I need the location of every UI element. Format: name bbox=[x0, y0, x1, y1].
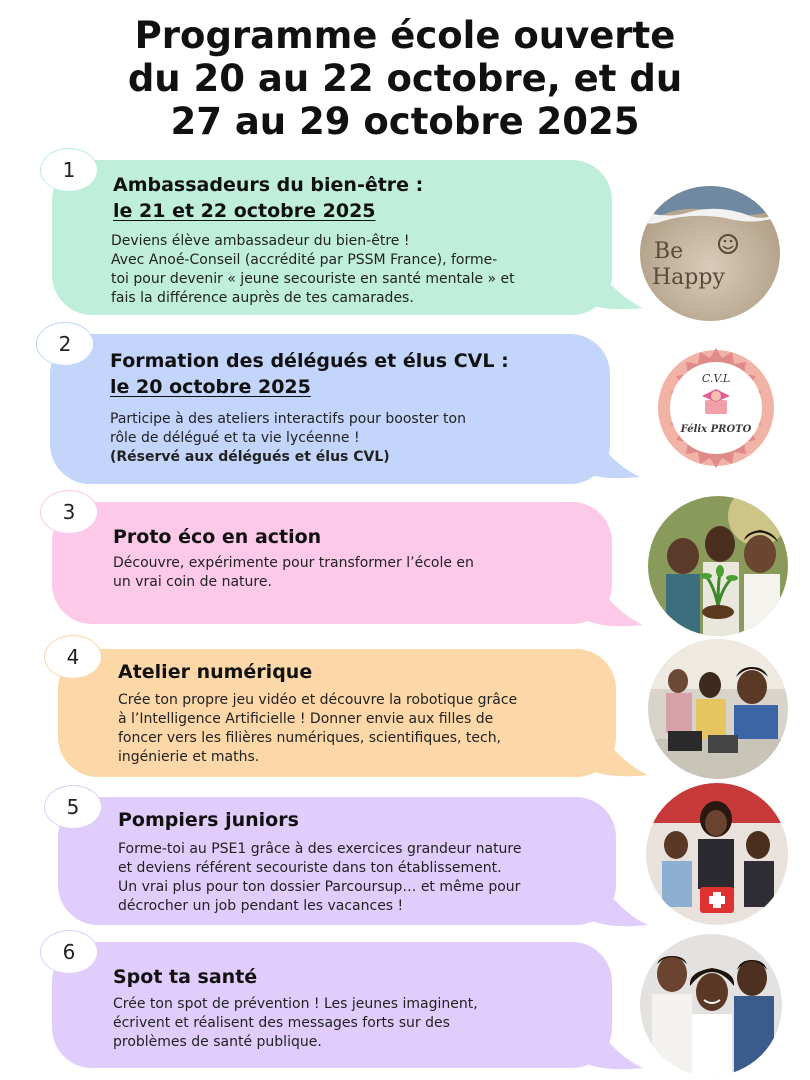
section-number: 2 bbox=[36, 322, 94, 366]
be-happy-sand-icon bbox=[640, 186, 780, 321]
section-description bbox=[111, 232, 515, 308]
page-title bbox=[0, 14, 810, 143]
desc-line: Crée ton propre jeu vidéo et découvre la robotique grâce bbox=[118, 692, 518, 708]
desc-line: problèmes de santé publique. bbox=[113, 1034, 322, 1050]
heading-line: Spot ta santé bbox=[113, 966, 258, 988]
desc-line: Découvre, expérimente pour transformer l’école en bbox=[113, 555, 474, 571]
section-atelier-numerique bbox=[0, 635, 810, 785]
desc-line: Forme-toi au PSE1 grâce à des exercices grandeur nature bbox=[118, 841, 522, 857]
desc-line: décrocher un job pendant les vacances ! bbox=[118, 898, 404, 914]
desc-line: un vrai coin de nature. bbox=[113, 574, 272, 590]
section-heading bbox=[118, 659, 312, 685]
section-heading bbox=[113, 524, 321, 550]
section-proto-eco bbox=[0, 490, 810, 635]
smiling-teens-photo-icon bbox=[640, 934, 782, 1076]
section-number: 6 bbox=[40, 930, 98, 974]
desc-line: ingénierie et maths. bbox=[118, 749, 260, 765]
desc-line: fais la différence auprès de tes camarades. bbox=[111, 290, 414, 306]
desc-line: Participe à des ateliers interactifs pour booster ton bbox=[110, 411, 466, 427]
computer-students-photo-icon bbox=[648, 639, 788, 779]
section-ambassadeurs bbox=[0, 148, 810, 323]
section-heading bbox=[113, 964, 257, 990]
desc-line: à l’Intelligence Artificielle ! Donner envie aux filles de bbox=[118, 711, 494, 727]
sand-text: Happy bbox=[652, 265, 725, 290]
desc-line: foncer vers les filières numériques, scientifiques, tech, bbox=[118, 730, 502, 746]
section-heading bbox=[113, 172, 423, 224]
bubble-tail bbox=[585, 565, 645, 635]
bubble-tail bbox=[582, 417, 642, 487]
logo-text: C.V.L bbox=[701, 372, 731, 385]
title-line: 27 au 29 octobre 2025 bbox=[170, 100, 640, 143]
heading-line: Proto éco en action bbox=[113, 526, 322, 548]
bubble-tail bbox=[585, 1008, 645, 1078]
desc-line: Deviens élève ambassadeur du bien-être ! bbox=[111, 233, 410, 249]
section-description bbox=[118, 691, 517, 767]
heading-date: le 20 octobre 2025 bbox=[110, 376, 311, 398]
plant-students-photo-icon bbox=[648, 496, 788, 636]
heading-line: Formation des délégués et élus CVL : bbox=[110, 350, 509, 372]
desc-line: rôle de délégué et ta vie lycéenne ! bbox=[110, 430, 360, 446]
heading-date: le 21 et 22 octobre 2025 bbox=[113, 200, 376, 222]
bubble-tail bbox=[585, 248, 645, 318]
heading-line: Pompiers juniors bbox=[118, 809, 299, 831]
section-description bbox=[113, 554, 474, 592]
sand-text: Be bbox=[654, 239, 684, 264]
logo-text: Félix PROTO bbox=[680, 424, 752, 435]
section-heading bbox=[118, 807, 299, 833]
desc-line: Un vrai plus pour ton dossier Parcoursup… et même pour bbox=[118, 879, 521, 895]
section-description bbox=[110, 410, 466, 467]
desc-line: toi pour devenir « jeune secouriste en santé mentale » et bbox=[111, 271, 515, 287]
title-line: Programme école ouverte bbox=[134, 14, 676, 57]
section-pompiers-juniors bbox=[0, 785, 810, 935]
section-description bbox=[118, 840, 522, 916]
desc-line: écrivent et réalisent des messages forts sur des bbox=[113, 1015, 450, 1031]
bubble-tail bbox=[590, 715, 650, 785]
heading-line: Atelier numérique bbox=[118, 661, 313, 683]
section-description bbox=[113, 995, 478, 1052]
section-number: 1 bbox=[40, 148, 98, 192]
section-number: 3 bbox=[40, 490, 98, 534]
section-heading bbox=[110, 348, 509, 400]
section-spot-ta-sante bbox=[0, 930, 810, 1080]
section-formation-delegues bbox=[0, 322, 810, 492]
cvl-logo-icon bbox=[652, 344, 780, 472]
first-aid-students-photo-icon bbox=[646, 783, 788, 925]
desc-line: Crée ton spot de prévention ! Les jeunes imaginent, bbox=[113, 996, 478, 1012]
section-number: 5 bbox=[44, 785, 102, 829]
desc-line: Avec Anoé-Conseil (accrédité par PSSM France), forme- bbox=[111, 252, 498, 268]
bubble-tail bbox=[590, 865, 650, 935]
heading-line: Ambassadeurs du bien-être : bbox=[113, 174, 424, 196]
desc-line: et deviens référent secouriste dans ton établissement. bbox=[118, 860, 502, 876]
desc-note: (Réservé aux délégués et élus CVL) bbox=[110, 449, 390, 465]
section-number: 4 bbox=[44, 635, 102, 679]
title-line: du 20 au 22 octobre, et du bbox=[127, 57, 683, 100]
